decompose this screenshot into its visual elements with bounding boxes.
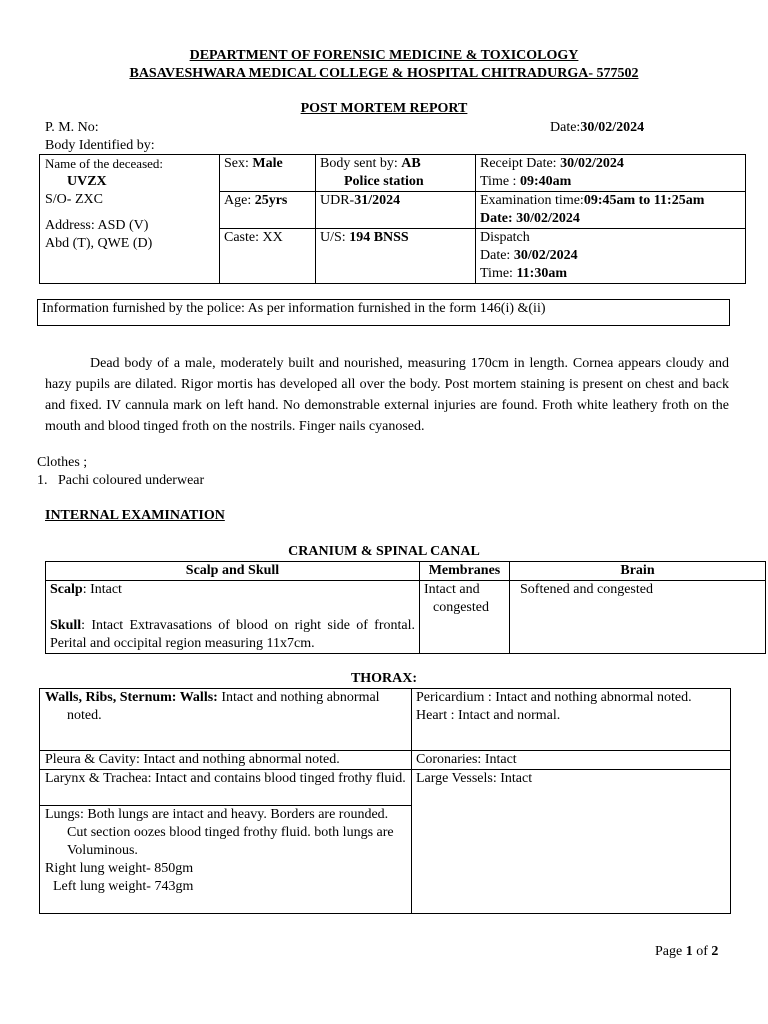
- body-sent-value2: Police station: [344, 174, 424, 189]
- right-lung-weight: Right lung weight- 850gm: [45, 861, 194, 876]
- dispatch-time-label: Time:: [480, 266, 513, 281]
- clothes-item: 1. Pachi coloured underwear: [37, 473, 205, 488]
- page-label: Page: [655, 944, 686, 959]
- report-date: [550, 119, 644, 137]
- lungs-cell: [40, 806, 412, 914]
- pericardium-heart-cell: [412, 689, 731, 751]
- address-line1: Address: ASD (V): [45, 218, 149, 233]
- skull-value: : Intact Extravasations of blood on right side of frontal. Perital and occipital region measuring 11x7cm.: [50, 618, 415, 651]
- sex-cell: [220, 155, 316, 192]
- exam-value: 09:45am to 11:25am: [583, 193, 705, 208]
- col-header-membranes: Membranes: [420, 562, 510, 581]
- walls-cell: [40, 689, 412, 751]
- exam-date-value: 30/02/2024: [516, 211, 580, 226]
- lungs-text: Lungs: Both lungs are intact and heavy. Borders are rounded. Cut section oozes blood tinged frothy fluid. both lungs are Voluminous.: [45, 807, 394, 858]
- college-heading: BASAVESHWARA MEDICAL COLLEGE & HOSPITAL CHITRADURGA- 577502: [129, 66, 639, 81]
- us-value: 194 BNSS: [349, 230, 409, 245]
- time-value: 09:40am: [519, 174, 572, 189]
- body-sent-label: Body sent by:: [320, 156, 398, 171]
- thorax-table: [39, 688, 731, 914]
- membranes-cell: [420, 581, 510, 654]
- us-label: U/S:: [320, 230, 346, 245]
- body-identified-label: Body Identified by:: [45, 138, 155, 153]
- membranes-line1: Intact and: [424, 582, 480, 597]
- address-line2: Abd (T), QWE (D): [45, 236, 153, 251]
- scalp-label: Scalp: [50, 582, 83, 597]
- dispatch-date-value: 30/02/2024: [513, 248, 578, 263]
- caste-cell: Caste: XX: [220, 229, 316, 284]
- pleura-cell: Pleura & Cavity: Intact and nothing abnormal noted.: [40, 751, 412, 770]
- time-label: Time :: [480, 174, 517, 189]
- name-label: Name of the deceased:: [45, 156, 164, 171]
- report-date-label: Date:: [550, 120, 581, 135]
- page-current: 1: [685, 944, 693, 959]
- walls-value: Intact and nothing abnormal noted.: [67, 690, 380, 723]
- larynx-cell: [40, 770, 412, 806]
- udr-cell: [316, 192, 476, 229]
- exam-label: Examination time:: [480, 193, 584, 208]
- pm-number-label: P. M. No:: [45, 120, 99, 135]
- sex-value: Male: [252, 156, 283, 171]
- page-of-label: of: [692, 944, 712, 959]
- page-total: 2: [711, 944, 719, 959]
- large-vessels-cell: Large Vessels: Intact: [412, 770, 731, 914]
- col-header-scalp-skull: Scalp and Skull: [46, 562, 420, 581]
- receipt-cell: [476, 155, 746, 192]
- col-header-brain: Brain: [510, 562, 766, 581]
- age-cell: [220, 192, 316, 229]
- sex-label: Sex:: [224, 156, 249, 171]
- scalp-skull-cell: [46, 581, 420, 654]
- scalp-value: : Intact: [82, 582, 122, 597]
- son-of: S/O- ZXC: [45, 192, 103, 207]
- dispatch-label: Dispatch: [480, 230, 530, 245]
- police-information-box: Information furnished by the police: As per information furnished in the form 146(i) &(ii): [37, 299, 730, 326]
- page-number: [655, 943, 718, 961]
- walls-label: Walls, Ribs, Sternum: Walls:: [45, 690, 218, 705]
- dispatch-time-value: 11:30am: [516, 266, 568, 281]
- skull-label: Skull: [50, 618, 82, 633]
- thorax-heading: THORAX:: [350, 671, 418, 686]
- exam-date-label: Date:: [480, 211, 513, 226]
- report-title: POST MORTEM REPORT: [300, 101, 468, 116]
- internal-exam-heading: INTERNAL EXAMINATION: [45, 508, 225, 523]
- body-sent-value1: AB: [401, 156, 421, 171]
- left-lung-weight: Left lung weight- 743gm: [53, 879, 194, 894]
- deceased-info-table: [39, 154, 746, 284]
- body-sent-cell: [316, 155, 476, 192]
- age-label: Age:: [224, 193, 252, 208]
- udr-label: UDR-: [320, 193, 355, 208]
- deceased-cell: [40, 155, 220, 284]
- cranium-heading: CRANIUM & SPINAL CANAL: [288, 544, 480, 559]
- membranes-line2: congested: [433, 600, 489, 615]
- name-value: UVZX: [67, 174, 107, 189]
- clothes-label: Clothes ;: [37, 455, 88, 470]
- exam-cell: [476, 192, 746, 229]
- receipt-label: Receipt Date:: [480, 156, 557, 171]
- external-description: Dead body of a male, moderately built and nourished, measuring 170cm in length. Cornea appears cloudy and hazy pupils are dilated. Rigor mortis has developed all over the body. Post mortem staining is present on chest and back and fixed. IV cannula mark on left hand. No demonstrable external injuries are found. Froth white leathery froth on the mouth and blood tinged froth on the nostrils. Finger nails cyanosed.: [45, 356, 729, 434]
- larynx-text: Larynx & Trachea: Intact and contains blood tinged frothy fluid.: [45, 771, 406, 786]
- us-cell: [316, 229, 476, 284]
- cranium-table: [45, 561, 766, 654]
- age-value: 25yrs: [254, 193, 288, 208]
- pericardium-text: Pericardium : Intact and nothing abnormal noted.: [416, 690, 692, 705]
- dispatch-cell: [476, 229, 746, 284]
- brain-cell: Softened and congested: [510, 581, 766, 654]
- dispatch-date-label: Date:: [480, 248, 511, 263]
- receipt-value: 30/02/2024: [560, 156, 624, 171]
- report-date-value: 30/02/2024: [580, 120, 645, 135]
- udr-value: 31/2024: [354, 193, 401, 208]
- coronaries-cell: Coronaries: Intact: [412, 751, 731, 770]
- department-heading: DEPARTMENT OF FORENSIC MEDICINE & TOXICOLOGY: [189, 48, 579, 63]
- heart-text: Heart : Intact and normal.: [416, 708, 561, 723]
